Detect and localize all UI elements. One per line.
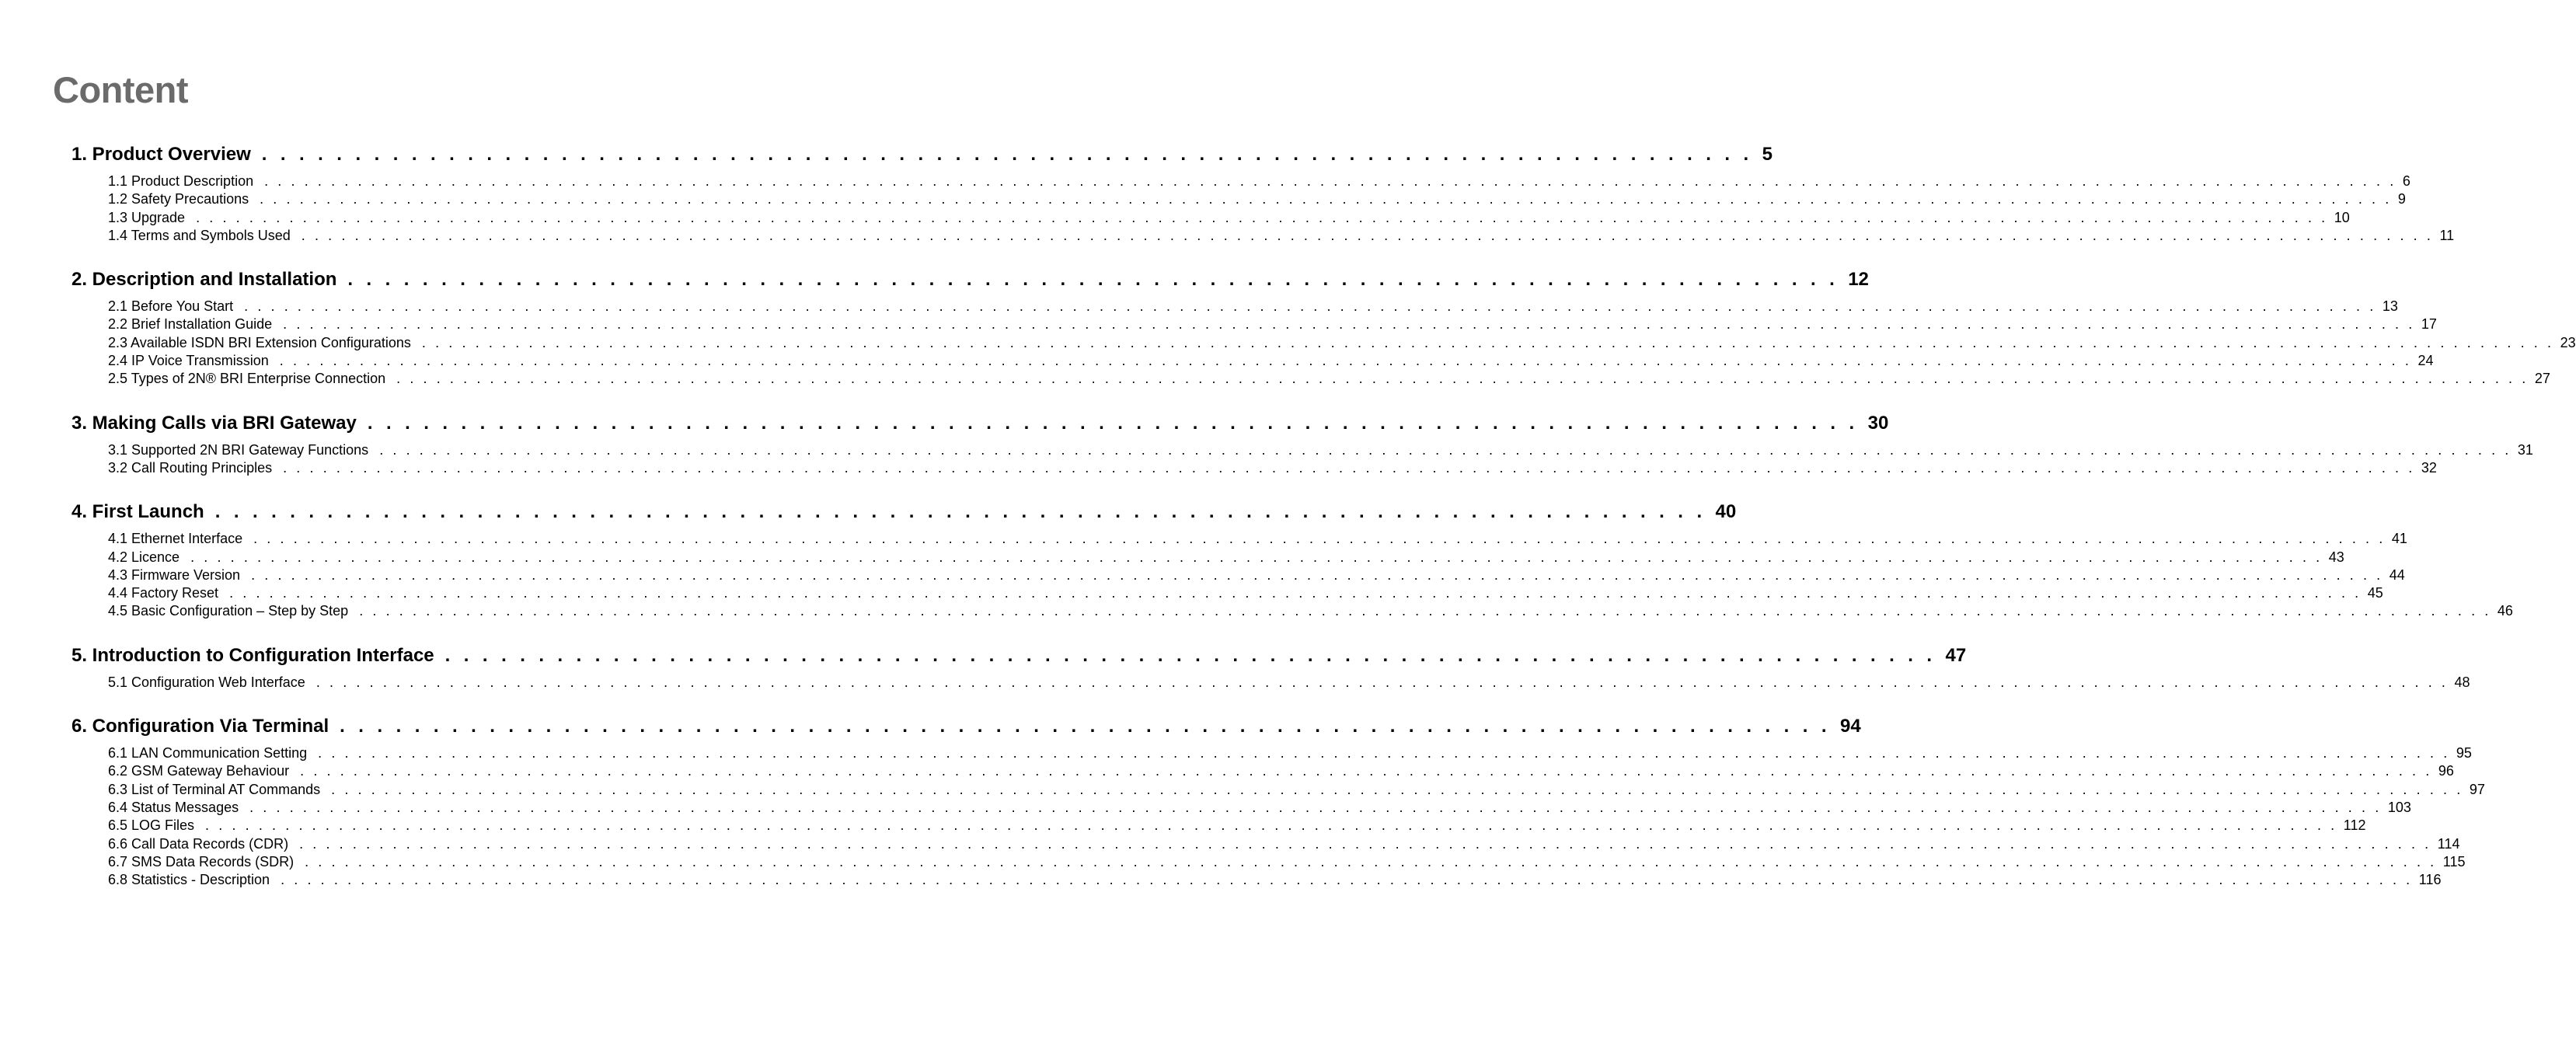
- toc-section-entry[interactable]: [108, 315, 2437, 333]
- toc-chapter: [71, 497, 2513, 620]
- toc-section-entry[interactable]: [108, 334, 2576, 352]
- toc-dot-leader: . . . . . . . . . . . . . . . . . . . . . . . . . . . . . . . . . . . . . . . . . . . . . . . . . . . . . . . . . . . . . . . . . . . . . . . . . . . . . . . . . . . . . . . . . . . . . . . . . . . . . . . . . . . . . . . . . . . . . . . . . . . . . . . . . . . . . . . . . . . . . . . . . . . . . . . . . . . . . . . .: [260, 191, 2392, 207]
- toc-section-page-number: 17: [2421, 316, 2437, 333]
- toc-chapter: [71, 712, 2485, 889]
- toc-chapter-entry[interactable]: [71, 641, 1967, 671]
- page-title: Content: [53, 69, 189, 110]
- toc-section-list: [71, 173, 2455, 245]
- toc-section-list: [71, 530, 2513, 620]
- toc-section-title: 2.3 Available ISDN BRI Extension Configurations: [108, 334, 411, 350]
- toc-section-title: 1.2 Safety Precautions: [108, 191, 249, 207]
- toc-section-title: 3.2 Call Routing Principles: [108, 459, 273, 476]
- toc-section-entry[interactable]: [108, 227, 2455, 245]
- toc-dot-leader: . . . . . . . . . . . . . . . . . . . . . . . . . . . . . . . . . . . . . . . . . . . . . . . . . . . . . . . . . . . . . . . . . . . . . . . . . . . . . . . . . . . . . . . . . . . . . . . . . . . . . . . . . . . . . . . . . . . . . . . . . . . . . . . . . . . . . . . . . . . . . . . . . . . . . . . . . . . . . . . .: [331, 781, 2463, 797]
- toc-section-title: 1.4 Terms and Symbols Used: [108, 227, 291, 243]
- toc-chapter-entry[interactable]: [71, 497, 1737, 527]
- toc-section-entry[interactable]: [108, 584, 2383, 602]
- toc-chapter-title: 3. Making Calls via BRI Gateway: [71, 412, 357, 434]
- toc-dot-leader: . . . . . . . . . . . . . . . . . . . . . . . . . . . . . . . . . . . . . . . . . . . . . . . . . . . . . . . . . . . . . . . . . . . . . . . . . . . . . . . . . . . . . . . . . . . . . . . . . . . . . . . . . . . . . . . . . . . . . . . . . . . . . . . . . . . . . . . . . . . . . . . . . . . . . . . . . . . . . . . .: [253, 531, 2386, 547]
- toc-section-entry[interactable]: [108, 298, 2398, 315]
- toc-section-page-number: 46: [2497, 603, 2513, 619]
- toc-section-page-number: 95: [2456, 745, 2472, 761]
- toc-dot-leader: . . . . . . . . . . . . . . . . . . . . . . . . . . . . . . . . . . . . . . . . . . . . . . . . . . . . . . . . . . . . . . . . . . . . . . . . . . . . . . . .: [444, 644, 1936, 666]
- toc-section-entry[interactable]: [108, 566, 2405, 584]
- toc-chapter-entry[interactable]: [71, 265, 1869, 294]
- toc-section-page-number: 6: [2402, 173, 2410, 189]
- toc-section-title: 2.5 Types of 2N® BRI Enterprise Connection: [108, 371, 386, 387]
- toc-section-title: 3.1 Supported 2N BRI Gateway Functions: [108, 441, 369, 458]
- toc-section-entry[interactable]: [108, 781, 2485, 799]
- toc-chapter: [71, 140, 2455, 245]
- toc-section-title: 4.3 Firmware Version: [108, 566, 241, 583]
- toc-section-list: [71, 441, 2533, 478]
- toc-dot-leader: . . . . . . . . . . . . . . . . . . . . . . . . . . . . . . . . . . . . . . . . . . . . . . . . . . . . . . . . . . . . . . . . . . . . . . . . . . . . . . . . . . . . . . . . . . . . . . . . . . . . . . . . . . . . . . . . . . . . . . . . . . . . . . . . . . . . . . . . . . . . . . . . . . . . . . . . . . . . . . . .: [264, 173, 2396, 189]
- toc-dot-leader: . . . . . . . . . . . . . . . . . . . . . . . . . . . . . . . . . . . . . . . . . . . . . . . . . . . . . . . . . . . . . . . . . . . . . . . . . . . . . . . . . . . . . . . . . . . . . . . . . . . . . . . . . . . . . . . . . . . . . . . . . . . . . . . . . . . . . . . . . . . . . . . . . . . . . . . . . . . . . . . .: [299, 835, 2431, 852]
- toc-dot-leader: . . . . . . . . . . . . . . . . . . . . . . . . . . . . . . . . . . . . . . . . . . . . . . . . . . . . . . . . . . . . . . . . . . . . . . . . . . . . . . . . . . . . . . . . . . . . . . . . . . . . . . . . . . . . . . . . . . . . . . . . . . . . . . . . . . . . . . . . . . . . . . . . . . . . . . . . . . . . . . . .: [283, 316, 2415, 333]
- toc-section-entry[interactable]: [108, 459, 2437, 477]
- toc-chapter-page-number: 12: [1848, 269, 1869, 291]
- toc-dot-leader: . . . . . . . . . . . . . . . . . . . . . . . . . . . . . . . . . . . . . . . . . . . . . . . . . . . . . . . . . . . . . . . . . . . . . . . . . . . . . . . . . . . . . . . . . . . . . . . . . . . . . . . . . . . . . . . . . . . . . . . . . . . . . . . . . . . . . . . . . . . . . . . . . . . . . . . . . . . . . . . .: [301, 227, 2434, 243]
- toc-section-page-number: 32: [2421, 459, 2437, 476]
- toc-section-list: [71, 744, 2485, 889]
- toc-chapter-title: 5. Introduction to Configuration Interface: [71, 644, 434, 666]
- toc-section-page-number: 9: [2397, 191, 2406, 207]
- toc-chapter: [71, 641, 2470, 692]
- toc-section-entry[interactable]: [108, 370, 2550, 388]
- toc-section-page-number: 45: [2367, 585, 2383, 601]
- toc-dot-leader: . . . . . . . . . . . . . . . . . . . . . . . . . . . . . . . . . . . . . . . . . . . . . . . . . . . . . . . . . . . . . . . . . . . . . . . . . . . . . . . . . . . . . . . . . . . . . . . . . . . . . . . . . . . . . . . . . . . . . . . . . . . . . . . . . . . . . . . . . . . . . . . . . . . . . . . . . . . . . . . .: [190, 549, 2323, 565]
- toc-section-entry[interactable]: [108, 674, 2470, 692]
- toc-chapter-entry[interactable]: [71, 140, 1773, 169]
- toc-section-title: 6.7 SMS Data Records (SDR): [108, 853, 295, 870]
- toc-dot-leader: . . . . . . . . . . . . . . . . . . . . . . . . . . . . . . . . . . . . . . . . . . . . . . . . . . . . . . . . . . . . . . . . . . . . . . . . . . . . . . . . . . . . . . . . . . . . . . . . . . . . . . . . . . . . . . . . . . . . . . . . . . . . . . . . . . . . . . . . . . . . . . . . . . . . . . . . . . . . . . . .: [205, 817, 2337, 834]
- toc-section-page-number: 116: [2418, 872, 2442, 888]
- toc-dot-leader: . . . . . . . . . . . . . . . . . . . . . . . . . . . . . . . . . . . . . . . . . . . . . . . . . . . . . . . . . . . . . . . . . . . . . . . . . . . . . . . . . . . . . . . . . . . . . . . . . . . . . . . . . . . . . . . . . . . . . . . . . . . . . . . . . . . . . . . . . . . . . . . . . . . . . . . . . . . . . . . .: [396, 371, 2529, 387]
- toc-dot-leader: . . . . . . . . . . . . . . . . . . . . . . . . . . . . . . . . . . . . . . . . . . . . . . . . . . . . . . . . . . . . . . . . . . . . . . . . . . . . . . . . . . . . . . . . . . . . . . . . . . . . . . . . . . . . . . . . . . . . . . . . . . . . . . . . . . . . . . . . . . . . . . . . . . . . . . . . . . . . . . . .: [379, 441, 2512, 458]
- toc-dot-leader: . . . . . . . . . . . . . . . . . . . . . . . . . . . . . . . . . . . . . . . . . . . . . . . . . . . . . . . . . . . . . . . . . . . . . . . . . . . . . . . . . . . . . . . . . . . . . . . . . . . . . . . . . . . . . . . . . . . . . . . . . . . . . . . . . . . . . . . . . . . . . . . . . . . . . . . . . . . . . . . .: [300, 763, 2432, 779]
- toc-section-page-number: 24: [2417, 353, 2434, 369]
- toc-section-page-number: 96: [2438, 763, 2454, 779]
- toc-section-entry[interactable]: [108, 352, 2434, 370]
- toc-section-title: 6.1 LAN Communication Setting: [108, 745, 308, 761]
- toc-section-title: 4.1 Ethernet Interface: [108, 531, 243, 547]
- toc-dot-leader: . . . . . . . . . . . . . . . . . . . . . . . . . . . . . . . . . . . . . . . . . . . . . . . . . . . . . . . . . . . . . . . . . . . . . . . . . . . . . . . . . . . . . . . . . . . . . . . . . . . . . . . . . . . . . . . . . . . . . . . . . . . . . . . . . . . . . . . . . . . . . . . . . . . . . . . . . . . . . . . .: [249, 799, 2382, 815]
- toc-section-page-number: 11: [2439, 227, 2455, 243]
- toc-section-entry[interactable]: [108, 190, 2406, 208]
- toc-section-title: 1.3 Upgrade: [108, 209, 186, 225]
- toc-dot-leader: . . . . . . . . . . . . . . . . . . . . . . . . . . . . . . . . . . . . . . . . . . . . . . . . . . . . . . . . . . . . . . . . . . . . . . . . . . . . . . . .: [367, 412, 1859, 434]
- toc-section-title: 4.4 Factory Reset: [108, 585, 219, 601]
- toc-chapter-page-number: 5: [1762, 144, 1773, 165]
- toc-chapter-title: 1. Product Overview: [71, 144, 251, 165]
- toc-dot-leader: . . . . . . . . . . . . . . . . . . . . . . . . . . . . . . . . . . . . . . . . . . . . . . . . . . . . . . . . . . . . . . . . . . . . . . . . . . . . . . . .: [214, 501, 1706, 523]
- toc-section-title: 6.8 Statistics - Description: [108, 872, 270, 888]
- toc-section-page-number: 48: [2454, 674, 2470, 690]
- toc-section-page-number: 13: [2382, 298, 2398, 315]
- toc-section-entry[interactable]: [108, 799, 2411, 817]
- toc-section-entry[interactable]: [108, 835, 2460, 853]
- toc-section-entry[interactable]: [108, 762, 2454, 780]
- toc-section-title: 6.5 LOG Files: [108, 817, 195, 834]
- toc-dot-leader: . . . . . . . . . . . . . . . . . . . . . . . . . . . . . . . . . . . . . . . . . . . . . . . . . . . . . . . . . . . . . . . . . . . . . . . . . . . . . . . . . . . . . . . . . . . . . . . . . . . . . . . . . . . . . . . . . . . . . . . . . . . . . . . . . . . . . . . . . . . . . . . . . . . . . . . . . . . . . . . .: [421, 334, 2554, 350]
- toc-section-page-number: 44: [2389, 566, 2405, 583]
- toc-dot-leader: . . . . . . . . . . . . . . . . . . . . . . . . . . . . . . . . . . . . . . . . . . . . . . . . . . . . . . . . . . . . . . . . . . . . . . . . . . . . . . . . . . . . . . . . . . . . . . . . . . . . . . . . . . . . . . . . . . . . . . . . . . . . . . . . . . . . . . . . . . . . . . . . . . . . . . . . . . . . . . . .: [196, 209, 2328, 225]
- toc-section-page-number: 41: [2391, 531, 2407, 547]
- toc-section-entry[interactable]: [108, 173, 2410, 190]
- toc-section-page-number: 115: [2442, 853, 2466, 870]
- toc-section-page-number: 23: [2560, 334, 2576, 350]
- toc-dot-leader: . . . . . . . . . . . . . . . . . . . . . . . . . . . . . . . . . . . . . . . . . . . . . . . . . . . . . . . . . . . . . . . . . . . . . . . . . . . . . . . .: [261, 144, 1753, 165]
- toc-section-page-number: 43: [2328, 549, 2344, 565]
- toc-section-title: 6.4 Status Messages: [108, 799, 239, 815]
- toc-chapter: [71, 409, 2533, 478]
- toc-dot-leader: . . . . . . . . . . . . . . . . . . . . . . . . . . . . . . . . . . . . . . . . . . . . . . . . . . . . . . . . . . . . . . . . . . . . . . . . . . . . . . . .: [340, 716, 1831, 737]
- toc-chapter-title: 2. Description and Installation: [71, 269, 337, 291]
- toc-section-title: 1.1 Product Description: [108, 173, 254, 189]
- toc-section-entry[interactable]: [108, 441, 2533, 459]
- toc-section-title: 4.5 Basic Configuration – Step by Step: [108, 603, 349, 619]
- toc-dot-leader: . . . . . . . . . . . . . . . . . . . . . . . . . . . . . . . . . . . . . . . . . . . . . . . . . . . . . . . . . . . . . . . . . . . . . . . . . . . . . . . . . . . . . . . . . . . . . . . . . . . . . . . . . . . . . . . . . . . . . . . . . . . . . . . . . . . . . . . . . . . . . . . . . . . . . . . . . . . . . . . .: [315, 674, 2449, 690]
- toc-chapter-page-number: 47: [1945, 644, 1967, 666]
- toc-chapter-title: 6. Configuration Via Terminal: [71, 716, 329, 737]
- toc-section-entry[interactable]: [108, 209, 2350, 227]
- toc-section-entry[interactable]: [108, 871, 2442, 889]
- toc-section-page-number: 114: [2437, 835, 2460, 852]
- toc-dot-leader: . . . . . . . . . . . . . . . . . . . . . . . . . . . . . . . . . . . . . . . . . . . . . . . . . . . . . . . . . . . . . . . . . . . . . . . . . . . . . . . . . . . . . . . . . . . . . . . . . . . . . . . . . . . . . . . . . . . . . . . . . . . . . . . . . . . . . . . . . . . . . . . . . . . . . . . . . . . . . . . .: [229, 585, 2362, 601]
- toc-section-title: 6.2 GSM Gateway Behaviour: [108, 763, 290, 779]
- toc-section-entry[interactable]: [108, 817, 2366, 835]
- toc-section-entry[interactable]: [108, 602, 2513, 620]
- toc-chapter-entry[interactable]: [71, 712, 1861, 741]
- toc-section-title: 2.2 Brief Installation Guide: [108, 316, 273, 333]
- toc-section-entry[interactable]: [108, 530, 2407, 548]
- toc-section-list: [71, 298, 2576, 388]
- toc-section-list: [71, 674, 2470, 692]
- toc-dot-leader: . . . . . . . . . . . . . . . . . . . . . . . . . . . . . . . . . . . . . . . . . . . . . . . . . . . . . . . . . . . . . . . . . . . . . . . . . . . . . . . . . . . . . . . . . . . . . . . . . . . . . . . . . . . . . . . . . . . . . . . . . . . . . . . . . . . . . . . . . . . . . . . . . . . . . . . . . . . . . . . .: [281, 872, 2413, 888]
- toc-chapter-page-number: 40: [1715, 501, 1737, 523]
- toc-dot-leader: . . . . . . . . . . . . . . . . . . . . . . . . . . . . . . . . . . . . . . . . . . . . . . . . . . . . . . . . . . . . . . . . . . . . . . . . . . . . . . . . . . . . . . . . . . . . . . . . . . . . . . . . . . . . . . . . . . . . . . . . . . . . . . . . . . . . . . . . . . . . . . . . . . . . . . . . . . . . . . . .: [244, 298, 2376, 315]
- toc-dot-leader: . . . . . . . . . . . . . . . . . . . . . . . . . . . . . . . . . . . . . . . . . . . . . . . . . . . . . . . . . . . . . . . . . . . . . . . . . . . . . . . . . . . . . . . . . . . . . . . . . . . . . . . . . . . . . . . . . . . . . . . . . . . . . . . . . . . . . . . . . . . . . . . . . . . . . . . . . . . . . . . .: [305, 853, 2437, 870]
- toc-section-page-number: 27: [2534, 371, 2550, 387]
- toc-dot-leader: . . . . . . . . . . . . . . . . . . . . . . . . . . . . . . . . . . . . . . . . . . . . . . . . . . . . . . . . . . . . . . . . . . . . . . . . . . . . . . . . . . . . . . . . . . . . . . . . . . . . . . . . . . . . . . . . . . . . . . . . . . . . . . . . . . . . . . . . . . . . . . . . . . . . . . . . . . . . . . . .: [283, 459, 2415, 476]
- toc-section-title: 6.6 Call Data Records (CDR): [108, 835, 289, 852]
- toc-dot-leader: . . . . . . . . . . . . . . . . . . . . . . . . . . . . . . . . . . . . . . . . . . . . . . . . . . . . . . . . . . . . . . . . . . . . . . . . . . . . . . . . . . . . . . . . . . . . . . . . . . . . . . . . . . . . . . . . . . . . . . . . . . . . . . . . . . . . . . . . . . . . . . . . . . . . . . . . . . . . . . . .: [318, 745, 2450, 761]
- toc-section-page-number: 112: [2343, 817, 2366, 834]
- toc-chapter-entry[interactable]: [71, 409, 1889, 438]
- toc-section-title: 2.1 Before You Start: [108, 298, 234, 315]
- toc-section-title: 2.4 IP Voice Transmission: [108, 353, 269, 369]
- toc-section-page-number: 31: [2517, 441, 2533, 458]
- toc-section-entry[interactable]: [108, 744, 2472, 762]
- toc-dot-leader: . . . . . . . . . . . . . . . . . . . . . . . . . . . . . . . . . . . . . . . . . . . . . . . . . . . . . . . . . . . . . . . . . . . . . . . . . . . . . . . . . . . . . . . . . . . . . . . . . . . . . . . . . . . . . . . . . . . . . . . . . . . . . . . . . . . . . . . . . . . . . . . . . . . . . . . . . . . . . . . .: [251, 566, 2383, 583]
- toc-dot-leader: . . . . . . . . . . . . . . . . . . . . . . . . . . . . . . . . . . . . . . . . . . . . . . . . . . . . . . . . . . . . . . . . . . . . . . . . . . . . . . . . . . . . . . . . . . . . . . . . . . . . . . . . . . . . . . . . . . . . . . . . . . . . . . . . . . . . . . . . . . . . . . . . . . . . . . . . . . . . . . . .: [279, 353, 2412, 369]
- toc-section-entry[interactable]: [108, 549, 2344, 566]
- toc-section-title: 4.2 Licence: [108, 549, 180, 565]
- toc-section-entry[interactable]: [108, 853, 2466, 871]
- toc-section-page-number: 97: [2469, 781, 2485, 797]
- toc-chapter: [71, 265, 2576, 388]
- toc-section-page-number: 103: [2387, 799, 2411, 815]
- toc-chapter-page-number: 94: [1839, 716, 1861, 737]
- table-of-contents: [71, 140, 2576, 909]
- toc-section-title: 6.3 List of Terminal AT Commands: [108, 781, 321, 797]
- toc-dot-leader: . . . . . . . . . . . . . . . . . . . . . . . . . . . . . . . . . . . . . . . . . . . . . . . . . . . . . . . . . . . . . . . . . . . . . . . . . . . . . . . . . . . . . . . . . . . . . . . . . . . . . . . . . . . . . . . . . . . . . . . . . . . . . . . . . . . . . . . . . . . . . . . . . . . . . . . . . . . . . . . .: [359, 603, 2491, 619]
- toc-chapter-page-number: 30: [1867, 412, 1889, 434]
- toc-chapter-title: 4. First Launch: [71, 501, 204, 523]
- toc-dot-leader: . . . . . . . . . . . . . . . . . . . . . . . . . . . . . . . . . . . . . . . . . . . . . . . . . . . . . . . . . . . . . . . . . . . . . . . . . . . . . . . .: [347, 269, 1839, 291]
- toc-section-title: 5.1 Configuration Web Interface: [108, 674, 305, 690]
- toc-section-page-number: 10: [2334, 209, 2350, 225]
